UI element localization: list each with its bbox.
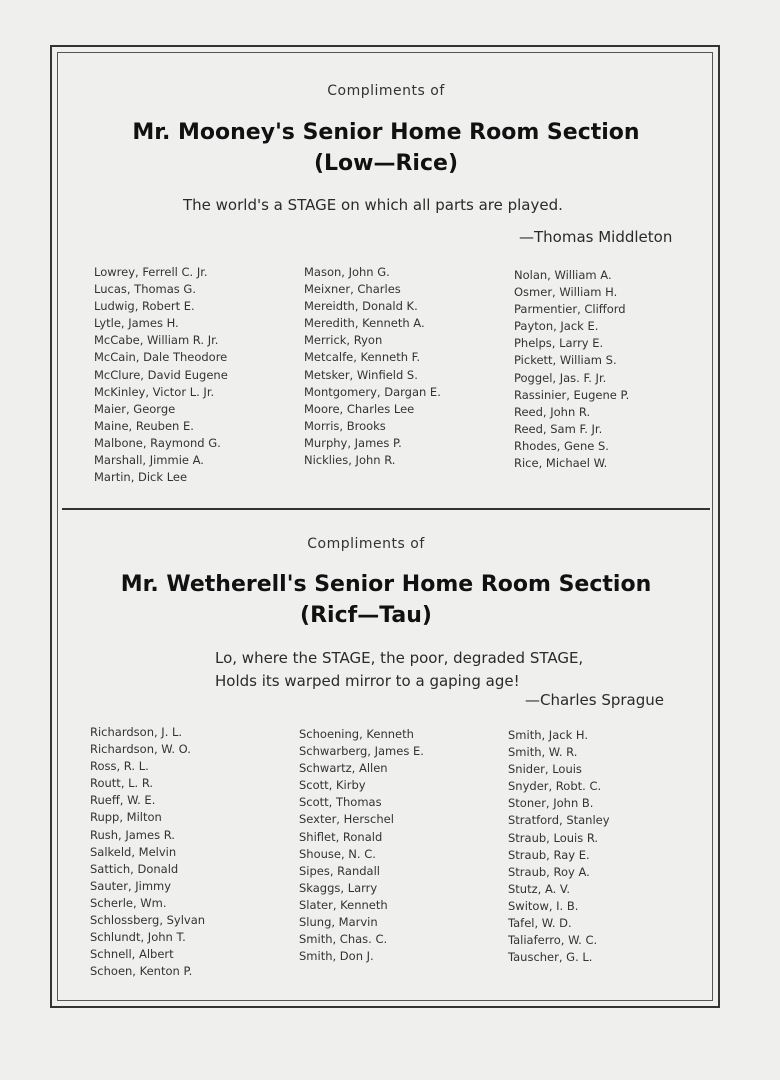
name-item: Taliaferro, W. C. [508, 933, 598, 948]
name-item: Scott, Thomas [299, 795, 382, 810]
name-item: Snider, Louis [508, 762, 582, 777]
name-item: Schoening, Kenneth [299, 727, 414, 741]
name-item: Ross, R. L. [90, 759, 149, 774]
name-item: Schwartz, Allen [299, 761, 388, 776]
name-item: Richardson, J. L. [90, 725, 183, 739]
name-item: Meredith, Kenneth A. [304, 316, 425, 331]
name-item: Nolan, William A. [514, 268, 612, 282]
name-item: Sipes, Randall [299, 863, 380, 878]
name-item: Salkeld, Melvin [90, 844, 177, 859]
quote-attribution: —Thomas Middleton [519, 228, 673, 246]
name-item: Parmentier, Clifford [514, 302, 626, 317]
name-item: Skaggs, Larry [299, 880, 378, 895]
name-item: Morris, Brooks [304, 418, 386, 433]
name-item: Marshall, Jimmie A. [94, 453, 204, 468]
name-item: Sattich, Donald [90, 861, 179, 876]
name-item: Smith, W. R. [508, 745, 578, 760]
name-item: Snyder, Robt. C. [508, 779, 602, 794]
name-item: Smith, Chas. C. [299, 932, 388, 947]
name-item: Rassinier, Eugene P. [514, 387, 630, 402]
name-item: Stutz, A. V. [508, 881, 570, 896]
mooney-section [62, 52, 710, 508]
name-item: McCain, Dale Theodore [94, 350, 228, 365]
name-item: Lytle, James H. [94, 316, 179, 331]
name-item: Rice, Michael W. [514, 456, 608, 471]
name-item: Stoner, John B. [508, 796, 594, 811]
name-column-1 [94, 264, 228, 486]
name-item: Murphy, James P. [304, 435, 402, 450]
name-item: Lowrey, Ferrell C. Jr. [94, 265, 208, 279]
name-item: Scherle, Wm. [90, 895, 167, 910]
section-subtitle: (Low—Rice) [313, 151, 458, 176]
name-item: Rueff, W. E. [90, 793, 156, 808]
name-column-2 [304, 264, 441, 469]
name-item: Pickett, William S. [514, 353, 617, 368]
name-item: Tauscher, G. L. [508, 950, 593, 965]
name-item: Montgomery, Dargan E. [304, 384, 441, 399]
name-item: McClure, David Eugene [94, 367, 228, 382]
name-item: Shiflet, Ronald [299, 829, 383, 844]
name-item: McKinley, Victor L. Jr. [94, 384, 215, 399]
name-item: Stratford, Stanley [508, 813, 610, 828]
name-item: Rush, James R. [90, 827, 175, 842]
name-item: Phelps, Larry E. [514, 336, 604, 351]
name-item: Schlundt, John T. [90, 930, 186, 945]
name-item: Routt, L. R. [90, 776, 154, 791]
name-item: Slung, Marvin [299, 915, 378, 930]
name-item: Schlossberg, Sylvan [90, 913, 206, 928]
name-item: Reed, John R. [514, 404, 591, 419]
section-title: Mr. Wetherell's Senior Home Room Section [120, 572, 652, 597]
quote-line: The world's a STAGE on which all parts are played. [183, 196, 563, 214]
name-column-3 [508, 727, 610, 966]
name-item: Rhodes, Gene S. [514, 438, 609, 453]
quote-line: Holds its warped mirror to a gaping age! [215, 672, 520, 690]
name-item: Smith, Jack H. [508, 728, 588, 742]
name-item: Osmer, William H. [514, 285, 618, 300]
wetherell-section [62, 510, 710, 1000]
name-item: Metcalfe, Kenneth F. [304, 350, 421, 365]
name-item: Metsker, Winfield S. [304, 367, 418, 382]
name-item: Martin, Dick Lee [94, 470, 188, 485]
compliments-label: Compliments of [327, 83, 445, 99]
name-item: Mereidth, Donald K. [304, 299, 418, 314]
name-item: Meixner, Charles [304, 282, 401, 297]
name-item: Sexter, Herschel [299, 812, 394, 827]
name-item: Maine, Reuben E. [94, 418, 194, 433]
name-item: Straub, Roy A. [508, 864, 590, 879]
name-item: Ludwig, Robert E. [94, 299, 195, 314]
name-item: Straub, Louis R. [508, 830, 599, 845]
name-item: Straub, Ray E. [508, 847, 590, 862]
name-item: Nicklies, John R. [304, 453, 396, 468]
name-item: Richardson, W. O. [90, 742, 191, 757]
section-subtitle: (Ricf—Tau) [300, 603, 432, 628]
name-item: Maier, George [94, 401, 176, 416]
name-item: McCabe, William R. Jr. [94, 333, 219, 348]
name-item: Smith, Don J. [299, 949, 374, 964]
name-item: Schwarberg, James E. [299, 744, 424, 759]
name-item: Scott, Kirby [299, 778, 366, 793]
name-item: Slater, Kenneth [299, 897, 388, 912]
section-title: Mr. Mooney's Senior Home Room Section [132, 120, 640, 145]
name-item: Rupp, Milton [90, 810, 162, 825]
name-item: Tafel, W. D. [508, 916, 572, 931]
name-column-2 [299, 726, 424, 965]
name-item: Malbone, Raymond G. [94, 435, 221, 450]
quote-attribution: —Charles Sprague [525, 691, 664, 709]
name-column-1 [90, 724, 205, 980]
name-item: Sauter, Jimmy [90, 878, 172, 893]
name-item: Poggel, Jas. F. Jr. [514, 370, 607, 385]
name-column-3 [514, 267, 629, 472]
name-item: Payton, Jack E. [514, 319, 599, 334]
quote-line: Lo, where the STAGE, the poor, degraded STAGE, [215, 649, 584, 667]
name-item: Switow, I. B. [508, 898, 579, 913]
compliments-label: Compliments of [307, 536, 425, 552]
name-item: Schnell, Albert [90, 947, 174, 962]
name-item: Lucas, Thomas G. [94, 282, 196, 297]
name-item: Merrick, Ryon [304, 333, 383, 348]
name-item: Schoen, Kenton P. [90, 964, 193, 979]
name-item: Mason, John G. [304, 265, 390, 279]
name-item: Shouse, N. C. [299, 846, 376, 861]
name-item: Reed, Sam F. Jr. [514, 421, 603, 436]
name-item: Moore, Charles Lee [304, 401, 415, 416]
